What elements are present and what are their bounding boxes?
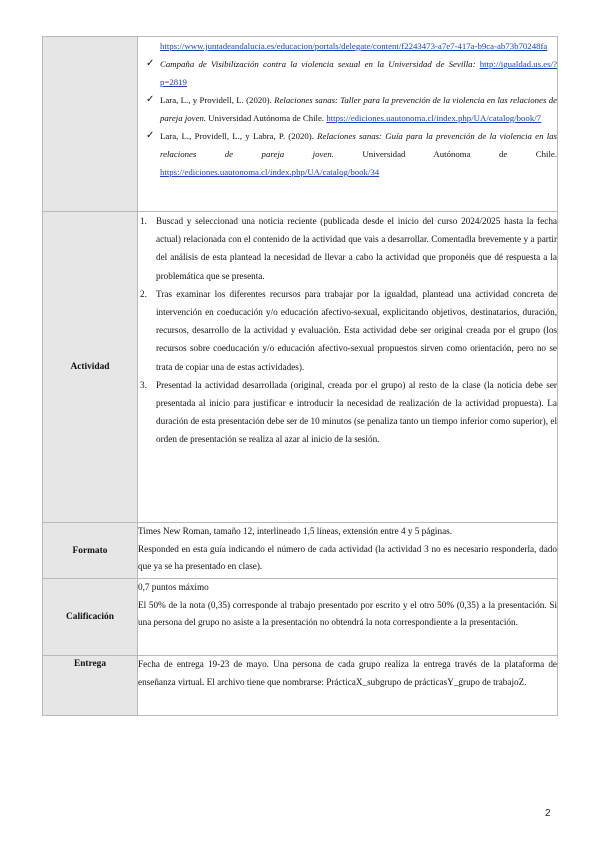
reference-title: Campaña de Visibilización contra la violencia sexual en la Universidad de Sevilla: xyxy=(160,59,476,69)
reference-publisher: Universidad Autónoma de Chile. xyxy=(208,113,325,123)
check-icon: ✓ xyxy=(146,94,155,105)
actividad-item xyxy=(140,376,557,449)
activity-table xyxy=(42,36,558,716)
reference-item xyxy=(146,55,557,91)
calificacion-cell xyxy=(138,579,558,656)
references-row xyxy=(43,37,558,212)
page-number: 2 xyxy=(545,808,551,819)
reference-item xyxy=(146,91,557,127)
calificacion-row xyxy=(43,579,558,656)
junta-andalucia-link[interactable]: https://www.juntadeandalucia.es/educacion/portals/delegate/content/f2243473-a7e7-417a-b9ca-ab73b70248fa xyxy=(160,41,548,51)
reference-item xyxy=(146,127,558,181)
actividad-item xyxy=(140,212,557,285)
reference-title: Relaciones sanas: Taller para la prevención de la violencia en las relaciones de pareja joven. xyxy=(160,95,557,123)
actividad-cell xyxy=(138,212,558,523)
actividad-list xyxy=(138,212,557,449)
formato-cell xyxy=(138,523,558,579)
item-text: Buscad y seleccionad una noticia reciente (publicada desde el inicio del curso 2024/2025 hasta la fecha actual) relacionada con el contenido de la actividad que vais a desarrollar. Comentadla brevemente y a partir del análisis de esta plantead la necesidad de llevar a cabo la actividad que proponéis que dé respuesta a la problemática que se presenta. xyxy=(156,216,557,281)
entrega-text: Fecha de entrega 19-23 de mayo. Una persona de cada grupo realiza la entrega través de la plataforma de enseñanza virtual. El archivo tiene que nombrarse: PrácticaX_subgrupo de prácticasY_grupo de trabajoZ. xyxy=(138,659,557,687)
calificacion-line-1: 0,7 puntos máximo xyxy=(138,582,209,592)
item-number: 3. xyxy=(140,379,147,390)
references-label-cell xyxy=(43,37,138,212)
formato-line-2: Responded en esta guía indicando el número de cada actividad (la actividad 3 no es necesario responderla, dado que ya se ha presentado en clase). xyxy=(138,543,557,572)
reference-link[interactable]: https://ediciones.uautonoma.cl/index.php/UA/catalog/book/34 xyxy=(160,167,380,177)
references-cell xyxy=(138,37,558,212)
item-text: Tras examinar los diferentes recursos para trabajar por la igualdad, plantead una actividad concreta de intervención en coeducación y/o educación afectivo-sexual, explicitando objetivos, destinatarios, duración, recursos, desarrollo de la actividad y evaluación. Esta actividad debe ser original creada por el grupo (los recursos sobre coeducación y/o educación afectivo-sexual propuestos sirven como orientación, pero no se trata de copiar una de estas actividades). xyxy=(156,288,557,372)
check-icon: ✓ xyxy=(146,130,155,141)
formato-line-1: Times New Roman, tamaño 12, interlineado 1,5 líneas, extensión entre 4 y 5 páginas. xyxy=(138,526,453,536)
reference-authors: Lara, L., y Providell, L. (2020). xyxy=(160,95,272,105)
entrega-row xyxy=(43,656,558,716)
references-list xyxy=(138,37,557,181)
item-number: 1. xyxy=(140,216,147,226)
item-text: Presentad la actividad desarrollada (original, creada por el grupo) al resto de la clase (la noticia debe ser presentada al inicio para justificar e introducir la necesidad de realización de la actividad propuesta). La duración de esta presentación debe ser de 10 minutos (se penaliza tanto un tiempo inferior como superior), el orden de presentación se realiza al azar al inicio de la sesión. xyxy=(156,379,557,445)
reference-authors: Lara, L., Providell, L., y Labra, P. (2020). xyxy=(160,131,314,141)
reference-link[interactable]: http://igualdad.us.es/?p=2819 xyxy=(160,59,557,87)
reference-link-continuation xyxy=(160,37,557,55)
item-number: 2. xyxy=(140,288,147,299)
formato-label: Formato xyxy=(43,523,138,579)
entrega-label: Entrega xyxy=(43,656,138,716)
check-icon: ✓ xyxy=(146,58,155,69)
calificacion-label: Calificación xyxy=(43,579,138,656)
reference-publisher: Universidad Autónoma de Chile. xyxy=(362,149,558,159)
formato-row xyxy=(43,523,558,579)
reference-title: Relaciones sanas: Guía para la prevención de la violencia en las relaciones de pareja joven. xyxy=(160,131,557,159)
actividad-row xyxy=(43,212,558,523)
actividad-item xyxy=(140,285,557,376)
actividad-label: Actividad xyxy=(43,212,138,523)
entrega-cell xyxy=(138,656,558,716)
calificacion-line-2: El 50% de la nota (0,35) corresponde al trabajo presentado por escrito y el otro 50% (0,35) a la presentación. Si una persona del grupo no asiste a la presentación no obtendrá la nota correspondiente a la presentación. xyxy=(138,599,557,628)
reference-link[interactable]: https://ediciones.uautonoma.cl/index.php/UA/catalog/book/7 xyxy=(326,113,542,123)
